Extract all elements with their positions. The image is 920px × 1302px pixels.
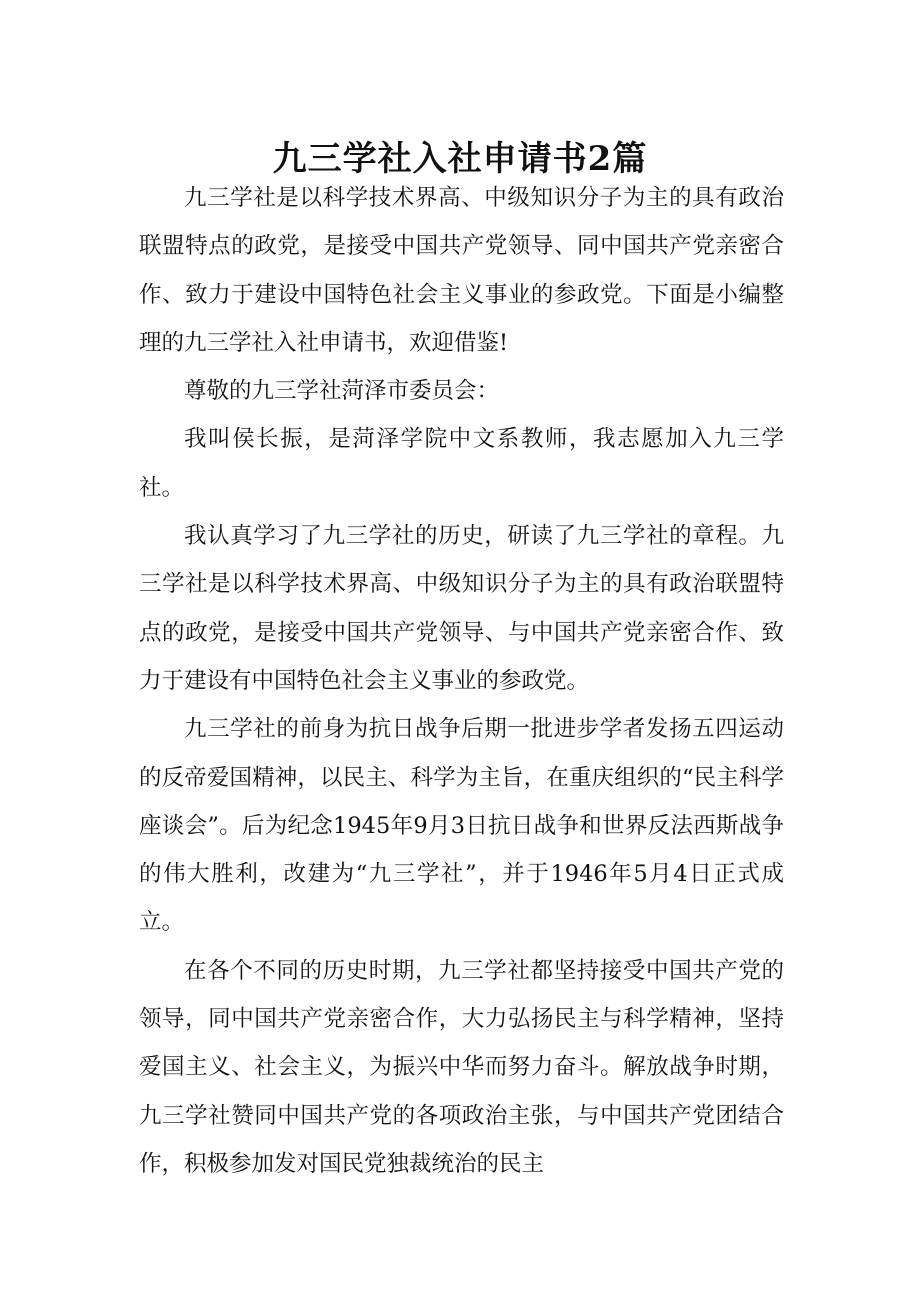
- self-introduction-paragraph: 我叫侯长振，是菏泽学院中文系教师，我志愿加入九三学社。: [139, 426, 784, 501]
- intro-paragraph: 九三学社是以科学技术界高、中级知识分子为主的具有政治联盟特点的政党，是接受中国共产党领导、同中国共产党亲密合作、致力于建设中国特色社会主义事业的参政党。下面是小编整理的九三学社入社申请书，欢迎借鉴!: [139, 185, 784, 356]
- salutation: 尊敬的九三学社菏泽市委员会：: [184, 378, 500, 405]
- historical-periods-paragraph: 在各个不同的历史时期，九三学社都坚持接受中国共产党的领导，同中国共产党亲密合作，大力弘扬民主与科学精神，坚持爱国主义、社会主义，为振兴中华而努力奋斗。解放战争时期，九三学社赞同中国共产党的各项政治主张，与中国共产党团结合作，积极参加发对国民党独裁统治的民主: [139, 957, 784, 1177]
- document-title: 九三学社入社申请书2篇: [272, 138, 648, 179]
- history-paragraph: 九三学社的前身为抗日战争后期一批进步学者发扬五四运动的反帝爱国精神，以民主、科学为主旨，在重庆组织的“民主科学座谈会”。后为纪念1945年9月3日抗日战争和世界反法西斯战争的伟大胜利，改建为“九三学社”，并于1946年5月4日正式成立。: [139, 716, 784, 936]
- document-body: [139, 174, 784, 1188]
- study-paragraph: 我认真学习了九三学社的历史，研读了九三学社的章程。九三学社是以科学技术界高、中级知识分子为主的具有政治联盟特点的政党，是接受中国共产党领导、与中国共产党亲密合作、致力于建设有中国特色社会主义事业的参政党。: [139, 523, 784, 694]
